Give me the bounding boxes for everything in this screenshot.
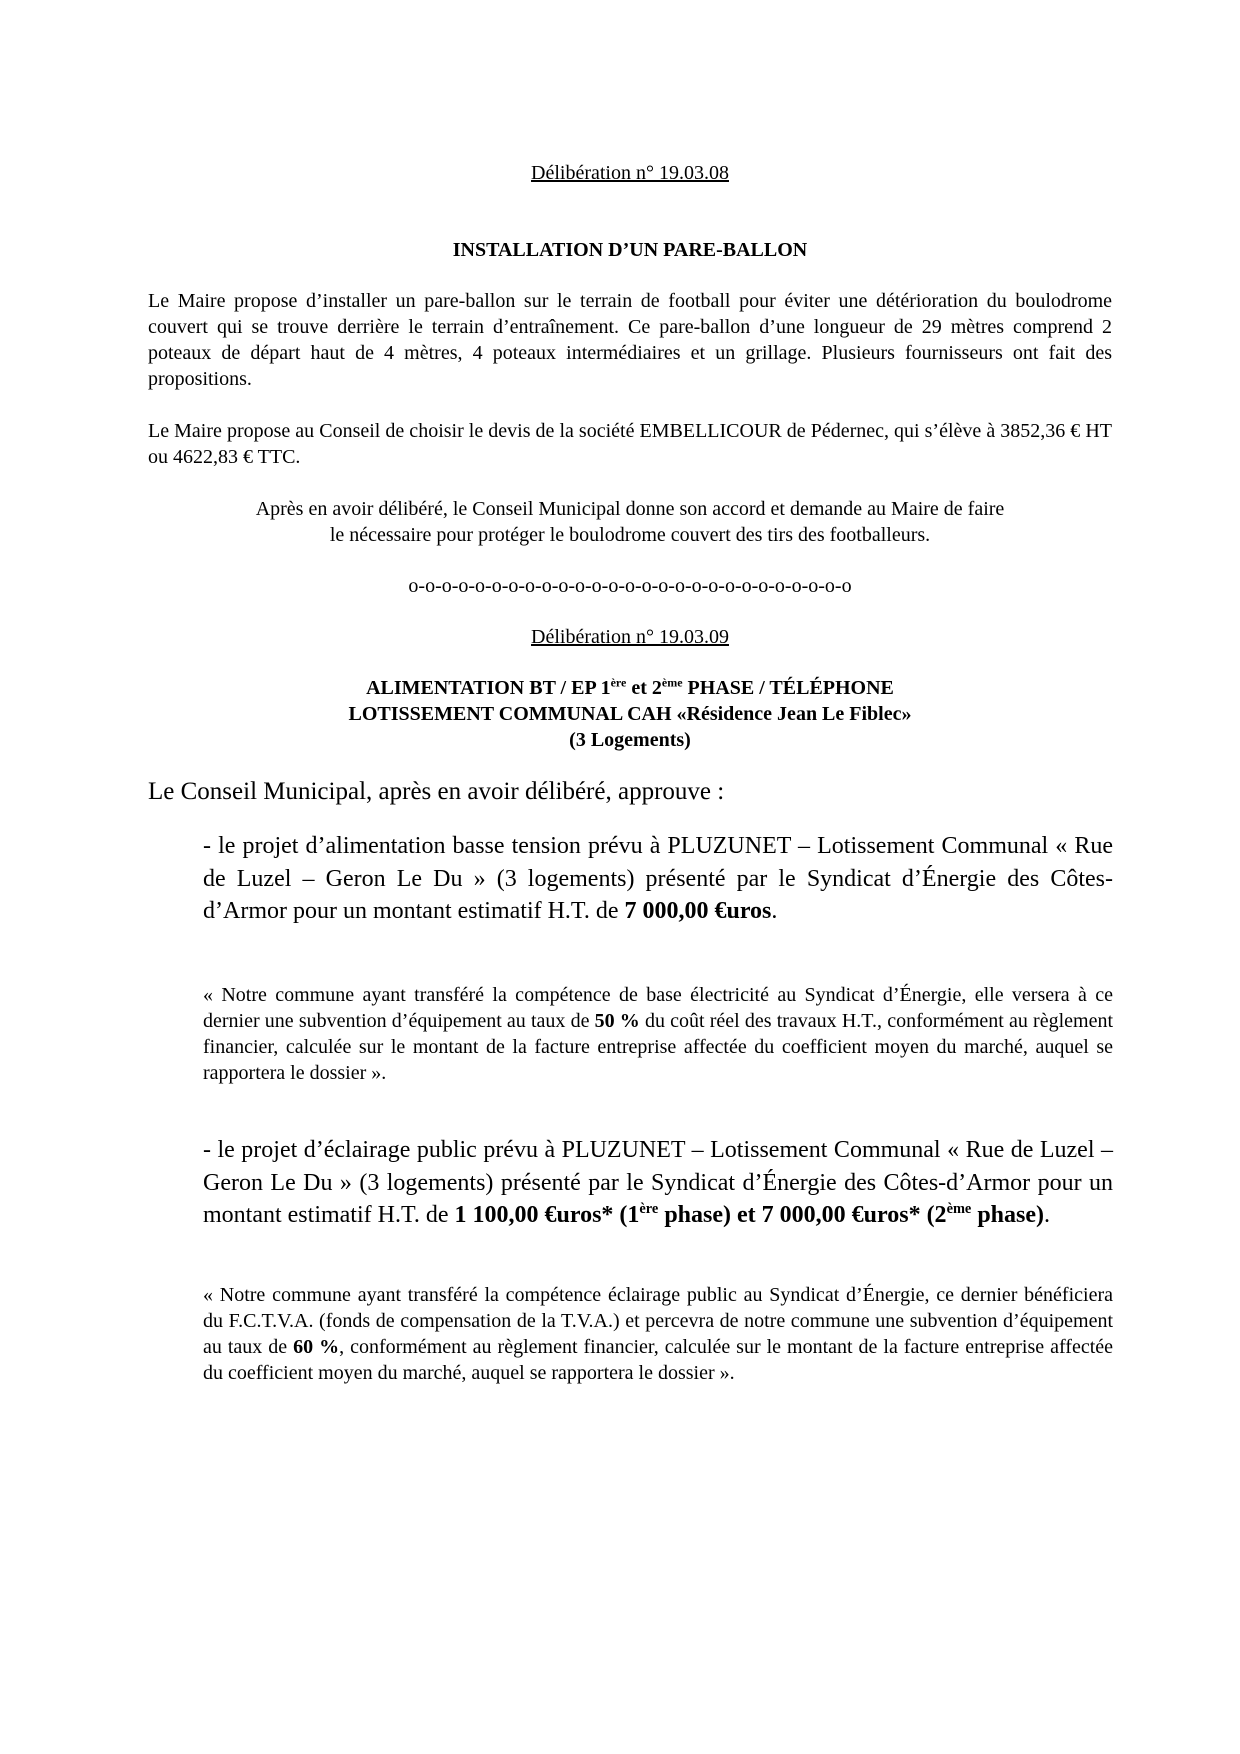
decision-line-2: le nécessaire pour protéger le boulodrome couvert des tirs des footballeurs. — [329, 524, 931, 546]
amount-phase-1: 1 100,00 €uros* (1ère phase) — [454, 1201, 731, 1228]
section-separator: o-o-o-o-o-o-o-o-o-o-o-o-o-o-o-o-o-o-o-o-o-o-o-o-o-o-o — [408, 575, 852, 597]
deliberation-number-1: Délibération n° 19.03.08 — [531, 162, 729, 184]
deliberation-title-2 — [148, 675, 1112, 753]
deliberation-number-2: Délibération n° 19.03.09 — [531, 626, 729, 648]
quote-electricity-subsidy: « Notre commune ayant transféré la compétence de base électricité au Syndicat d’Énergie, elle versera à ce dernier une subvention d’équipement au taux de 50 % du coût réel des travaux H.T., conformément au règlement financier, calculée sur le montant de la facture entreprise affectée du coefficient moyen du marché, auquel se rapportera le dossier ». — [203, 984, 1113, 1084]
paragraph-proposal: Le Maire propose d’installer un pare-ballon sur le terrain de football pour éviter une détérioration du boulodrome couvert qui se trouve derrière le terrain d’entraînement. Ce pare-ballon d’une longueur de 29 mètres comprend 2 poteaux de départ haut de 4 mètres, 4 poteaux intermédiaires et un grillage. Plusieurs fournisseurs ont fait des propositions. — [148, 290, 1112, 390]
rate-50: 50 % — [594, 1010, 640, 1032]
quote-lighting-subsidy: « Notre commune ayant transféré la compétence éclairage public au Syndicat d’Énergie, ce dernier bénéficiera du F.C.T.V.A. (fonds de compensation de la T.V.A.) et percevra de notre commune une subvention d’équipement au taux de 60 %, conformément au règlement financier, calculée sur le montant de la facture entreprise affectée du coefficient moyen du marché, auquel se rapportera le dossier ». — [203, 1284, 1114, 1384]
amount-low-voltage: 7 000,00 €uros — [624, 898, 772, 924]
paragraph-quote-choice: Le Maire propose au Conseil de choisir le devis de la société EMBELLICOUR de Pédernec, qui s’élève à 3852,36 € HT ou 4622,83 € TTC. — [148, 420, 1112, 468]
council-intro: Le Conseil Municipal, après en avoir délibéré, approuve : — [148, 778, 725, 805]
paragraph-decision — [148, 496, 1112, 548]
amount-phase-2: 7 000,00 €uros* (2ème phase) — [761, 1201, 1045, 1228]
deliberation-title-1: INSTALLATION D’UN PARE-BALLON — [452, 239, 808, 261]
title-line-3: (3 Logements) — [569, 729, 691, 751]
title-line-2: LOTISSEMENT COMMUNAL CAH «Résidence Jean Le Fiblec» — [348, 703, 912, 725]
title-line-1: ALIMENTATION BT / EP 1ère et 2ème PHASE / TÉLÉPHONE — [366, 675, 894, 699]
item-public-lighting: - le projet d’éclairage public prévu à PLUZUNET – Lotissement Communal « Rue de Luzel – Geron Le Du » (3 logements) présenté par le Syndicat d’Énergie des Côtes-d’Armor pour un montant estimatif H.T. de 1 100,00 €uros* (1ère phase) et 7 000,00 €uros* (2ème phase). — [203, 1137, 1113, 1228]
item-low-voltage: - le projet d’alimentation basse tension prévu à PLUZUNET – Lotissement Communal « Rue de Luzel – Geron Le Du » (3 logements) présenté par le Syndicat d’Énergie des Côtes-d’Armor pour un montant estimatif H.T. de 7 000,00 €uros. — [203, 833, 1113, 924]
decision-line-1: Après en avoir délibéré, le Conseil Municipal donne son accord et demande au Maire de faire — [255, 498, 1005, 520]
rate-60: 60 % — [293, 1336, 340, 1358]
